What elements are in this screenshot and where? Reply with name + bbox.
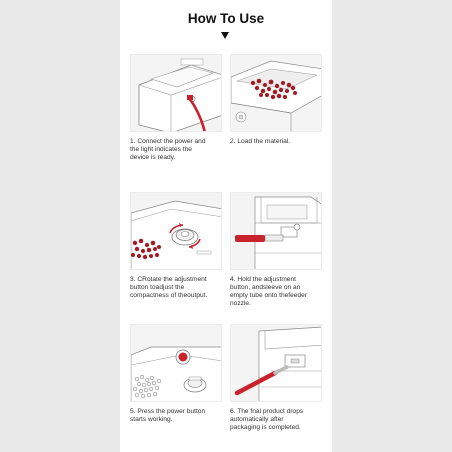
step-1-caption: 1. Connect the power and the light indicates the device is ready. <box>130 138 206 162</box>
page-title: How To Use <box>187 11 265 26</box>
load-material-illustration <box>230 54 322 132</box>
rotate-knob-illustration <box>130 192 222 270</box>
sleeve-tube-illustration <box>230 192 322 270</box>
step-1 <box>130 54 222 162</box>
step-4 <box>230 192 322 308</box>
step-4-caption: 4. Hold the adjustment button, andsleeve on an empty tube onto thefeeder nozzle. <box>230 276 307 308</box>
triangle-down-icon <box>221 32 229 39</box>
power-button-illustration <box>130 324 222 402</box>
step-6 <box>230 324 322 432</box>
step-2 <box>230 54 322 146</box>
step-3-caption: 3. CRotate the adjustment button toadjust the compactness of theoutput. <box>130 276 208 300</box>
how-to-use-panel <box>120 0 332 452</box>
step-3 <box>130 192 222 300</box>
step-2-caption: 2. Load the material. <box>230 138 291 145</box>
step-6-caption: 6. The fnal product drops automatically after packaging is completed. <box>230 408 304 432</box>
step-5-caption: 5. Press the power button starts working. <box>130 408 206 424</box>
final-product-illustration <box>230 324 322 402</box>
power-cable-illustration <box>130 54 222 132</box>
step-5 <box>130 324 222 424</box>
